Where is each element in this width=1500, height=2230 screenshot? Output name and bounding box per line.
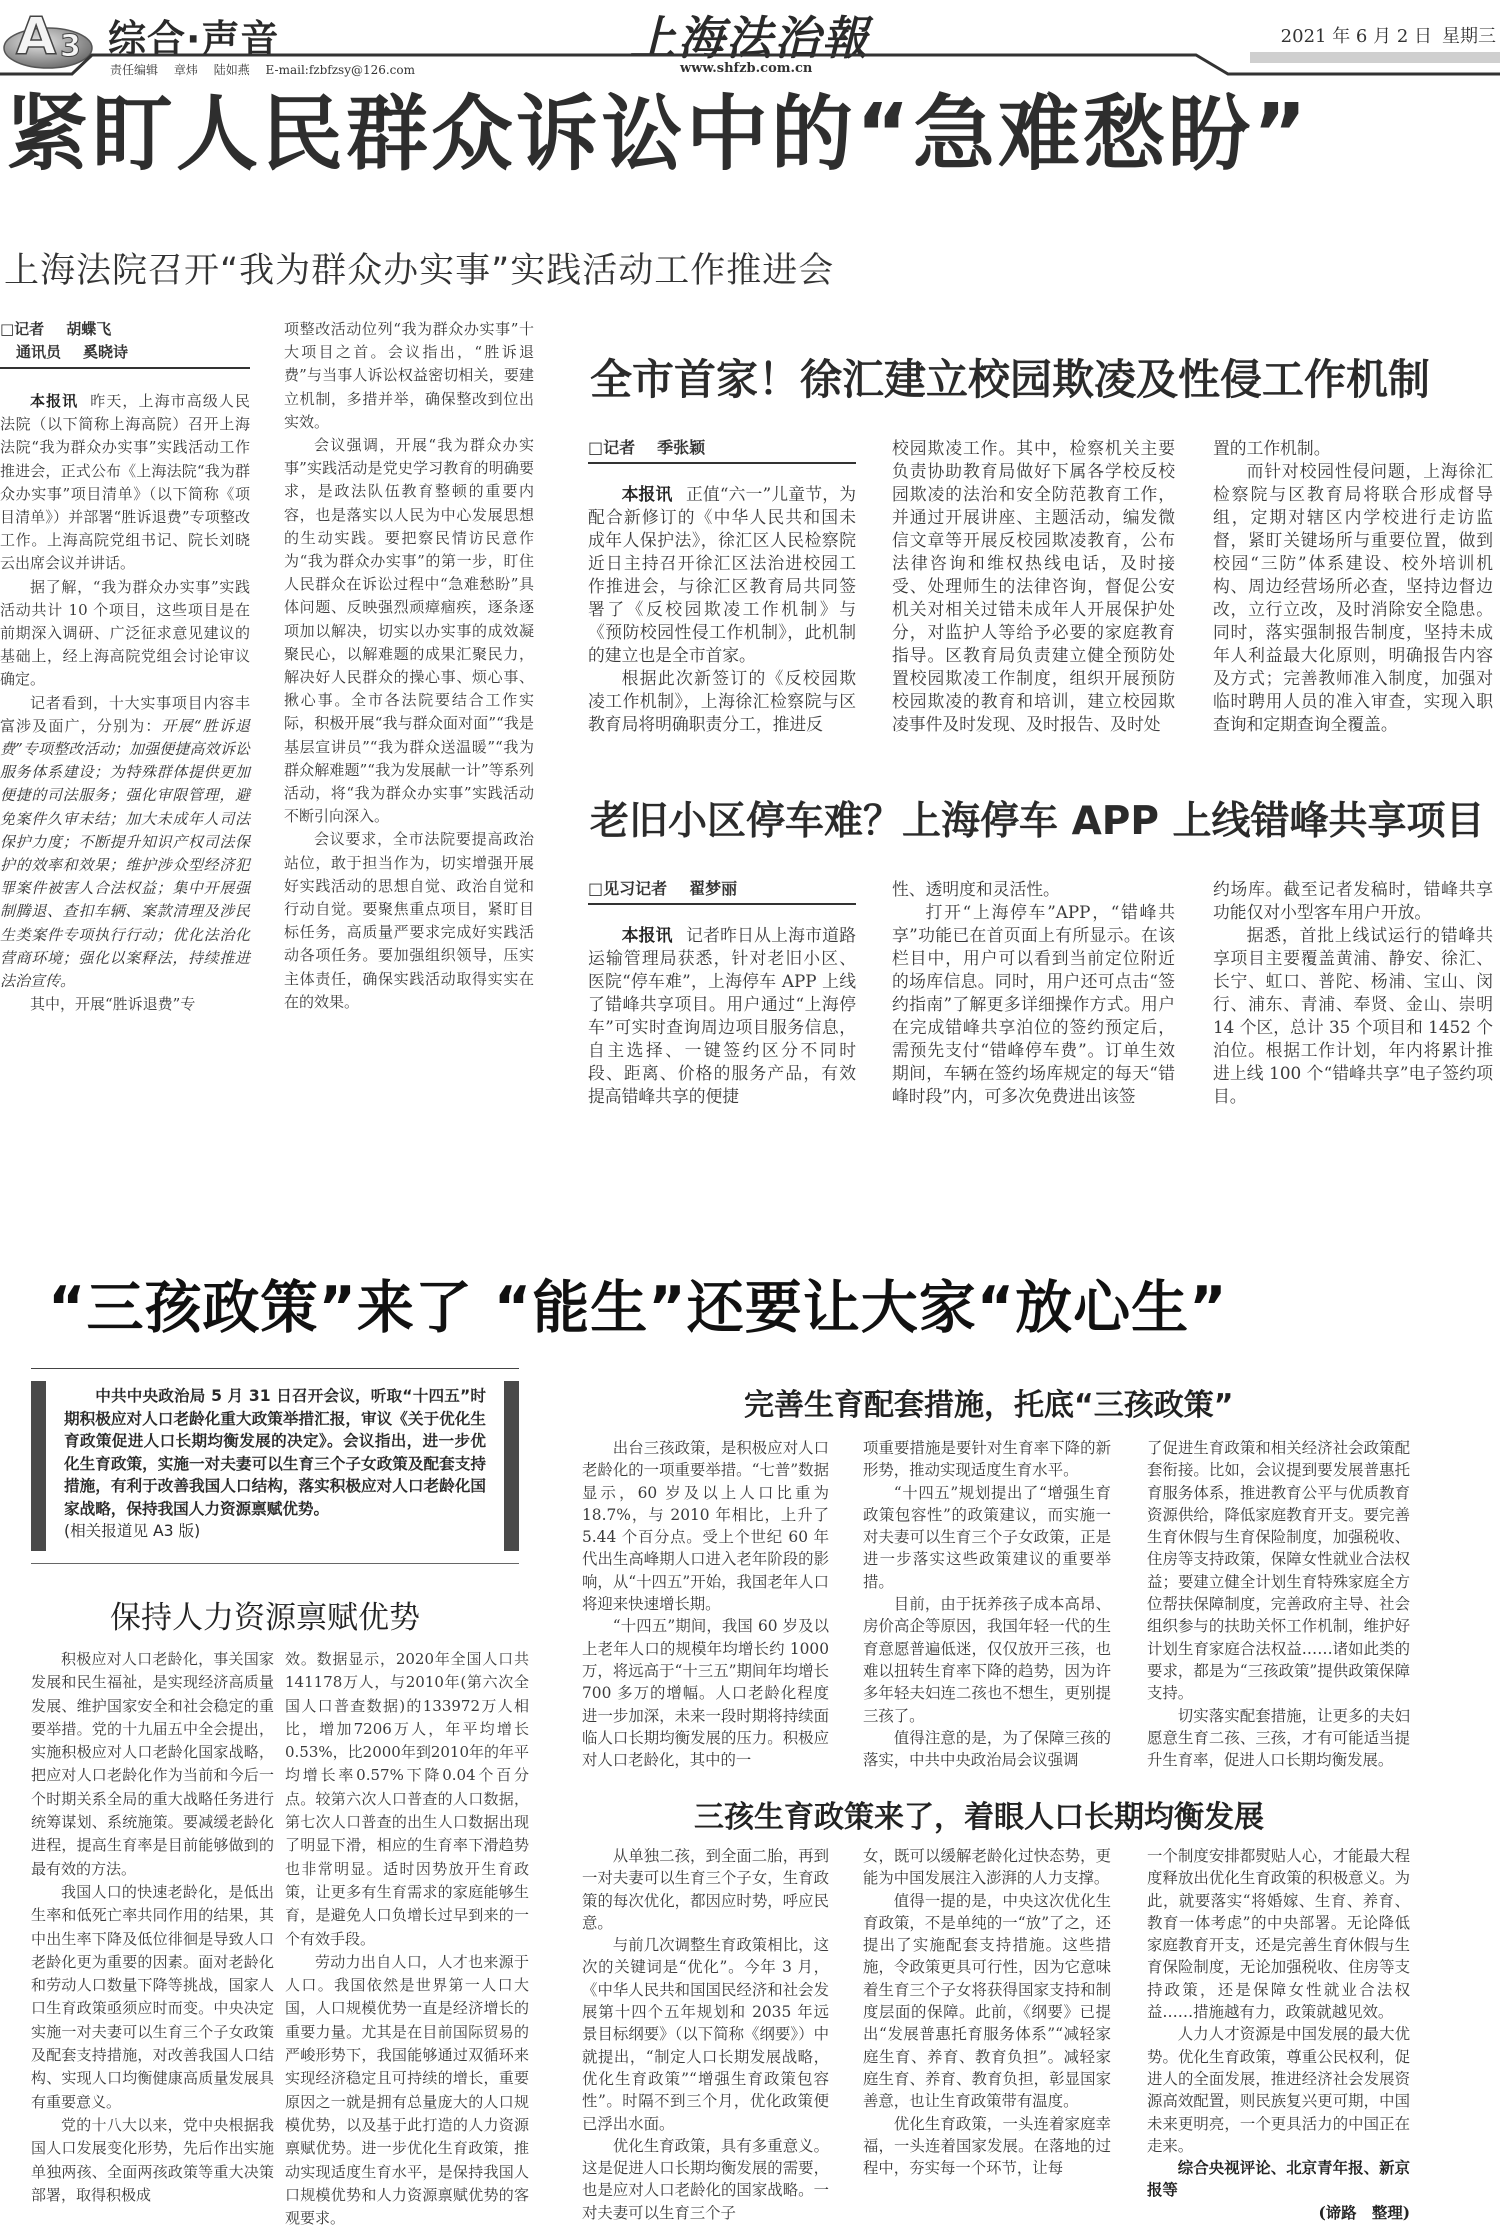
box-bar-right xyxy=(504,1381,519,1551)
paragraph-text: “十四五”规划提出了“增强生育政策包容性”的政策建议，而实施一对夫妻可以生育三个子女政策，正是进一步落实这些政策建议的重要举措。 xyxy=(863,1483,1111,1591)
summary-box xyxy=(31,1368,519,1564)
paragraph-text: 与前几次调整生育政策相比，这次的关键词是“优化”。今年 3 月，《中华人民共和国国民经济和社会发展第十四个五年规划和 2035 年远景目标纲要》（以下简称《纲要》）中就提出，“制定人口长期发展战略，优化生育政策”“增强生育政策包容性”。时隔不到三个月，优化政策便已浮出水面。 xyxy=(582,1936,829,2133)
article-column xyxy=(588,483,856,736)
paragraph xyxy=(892,901,1175,1108)
paragraph xyxy=(582,2135,829,2224)
paragraph xyxy=(1213,924,1493,1108)
paragraph-text: 会议强调，开展“我为群众办实事”实践活动是党史学习教育的明确要求，是政法队伍教育整顿的重要内容，也是落实以人民为中心发展思想的生动实践。要把察民情访民意作为“我为群众办实事”的第一步，盯住人民群众在诉讼过程中“急难愁盼”具体问题、反映强烈顽瘴痼疾，逐条逐项加以解决，切实以办实事的成效凝聚民心，以解难题的成果汇聚民力，解决好人民群众的操心事、烦心事、揪心事。全市各法院要结合工作实际，积极开展“我与群众面对面”“我是基层宣讲员”“我为群众送温暖”“我为群众解难题”“我为发展献一计”等系列活动，将“我为群众办实事”实践活动不断引向深入。 xyxy=(284,436,534,826)
article-column xyxy=(892,437,1175,736)
paragraph-text: 校园欺凌工作。其中，检察机关主要负责协助教育局做好下属各学校反校园欺凌的法治和安全防范教育工作，并通过开展讲座、主题活动，编发微信文章等开展反校园欺凌教育，公布法律咨询和维权热线电话，及时接受、处理师生的法律咨询，督促公安机关对相关过错未成年人开展保护处分，对监护人等给予必要的家庭教育指导。区教育局负责建立健全预防处置校园欺凌工作制度，组织开展预防校园欺凌的教育和培训，建立校园欺凌事件及时发现、及时报告、及时处 xyxy=(892,438,1175,734)
paragraph-text: 记者昨日从上海市道路运输管理局获悉，针对老旧小区、医院“停车难”，上海停车 APP 上线了错峰共享项目。用户通过“上海停车”可实时查询周边项目服务信息，自主选择、一键签约区分不同时段、距离、价格的服务产品，有效提高错峰共享的便捷 xyxy=(588,925,856,1106)
paragraph-text: 从单独二孩，到全面二胎，再到一对夫妻可以生育三个子女，生育政策的每次优化，都因应时势，呼应民意。 xyxy=(582,1847,829,1932)
article-column xyxy=(284,318,534,1014)
newspaper-masthead-logo: 上海法治報 xyxy=(630,11,870,65)
reporter-name: 胡蝶飞 xyxy=(66,320,112,338)
paragraph-text: 性、透明度和灵活性。 xyxy=(892,879,1060,899)
issue-date xyxy=(1271,22,1496,48)
paragraph-text: 党的十八大以来，党中央根据我国人口发展变化形势，先后作出实施单独两孩、全面两孩政策等重大决策部署，取得积极成 xyxy=(31,2115,274,2204)
paragraph-text: 值得一提的是，中央这次优化生育政策，不是单纯的一“放”了之，还提出了实施配套支持措施。这些措施，令政策更具可行性，因为它意味着生育三个子女将获得国家支持和制度层面的保障。此前，《纲要》已提出“发展普惠托育服务体系”“减轻家庭生育、养育、教育负担”。减轻家庭生育、养育、教育负担，彰显国家善意，也让生育政策带有温度。 xyxy=(863,1891,1111,2111)
paragraph xyxy=(285,1951,529,2230)
paragraph-text: 优化生育政策，具有多重意义。这是促进人口长期均衡发展的需要，也是应对人口老龄化的国家战略。一对夫妻可以生育三个子 xyxy=(582,2136,829,2222)
article-column xyxy=(863,1845,1111,2179)
article-headline: 完善生育配套措施，托底“三孩政策” xyxy=(744,1388,1234,1423)
summary-body: 中共中央政治局 5 月 31 日召开会议，听取“十四五”时期积极应对人口老龄化重大政策举措汇报，审议《关于优化生育政策促进人口长期均衡发展的决定》。会议指出，进一步优化生育政策，实施一对夫妻可以生育三个子女政策及配套支持措施，有利于改善我国人口结构，落实积极应对人口老龄化国家战略，保持我国人力资源禀赋优势。 xyxy=(64,1387,486,1518)
reporter-name: 季张颖 xyxy=(657,438,706,457)
article-headline: 三孩生育政策来了，着眼人口长期均衡发展 xyxy=(694,1800,1264,1835)
weekday-text: 星期三 xyxy=(1442,26,1496,47)
paragraph-text: 记者看到，十大实事项目内容丰富涉及面广，分别为： xyxy=(0,693,250,735)
paragraph xyxy=(863,1593,1111,1727)
paragraph xyxy=(892,437,1175,736)
paragraph xyxy=(31,1648,274,1881)
article-column xyxy=(863,1437,1111,1771)
summary-text xyxy=(64,1385,486,1543)
article-column xyxy=(582,1845,829,2224)
article-headline: 保持人力资源禀赋优势 xyxy=(110,1600,420,1636)
editor-name: 章炜 xyxy=(173,63,198,77)
related-report-link[interactable]: (相关报道见 A3 版) xyxy=(64,1522,201,1540)
article-column xyxy=(285,1648,529,2230)
editor-email: E-mail:fzbfzsy@126.com xyxy=(265,63,416,77)
paragraph xyxy=(582,1615,829,1771)
paragraph-text: 打开“上海停车”APP，“错峰共享”功能已在首页面上有所显示。在该栏目中，用户可以看到当前定位附近的场库信息。同时，用户还可点击“签约指南”了解更多详细操作方式。用户在完成错峰共享泊位的签约预定后，需预先支付“错峰停车费”。订单生效期间，车辆在签约场库规定的每天“错峰时段”内，可多次免费进出该签 xyxy=(892,902,1175,1106)
main-subtitle: 上海法院召开“我为群众办实事”实践活动工作推进会 xyxy=(4,251,835,291)
paragraph xyxy=(588,667,856,736)
editor-label: 责任编辑 xyxy=(110,63,159,77)
feature-headline: “三孩政策”来了 “能生”还要让大家“放心生” xyxy=(48,1275,1228,1341)
paragraph xyxy=(284,434,534,828)
article-column xyxy=(31,1648,274,2207)
main-headline: 紧盯人民群众诉讼中的“急难愁盼” xyxy=(6,87,1310,182)
paragraph xyxy=(1147,1845,1410,2023)
dateline: 本报讯 xyxy=(621,484,673,504)
article-column xyxy=(582,1437,829,1771)
paragraph-text: 优化生育政策，一头连着家庭幸福，一头连着国家发展。在落地的过程中，夯实每一个环节，让每 xyxy=(863,2114,1111,2178)
paragraph xyxy=(284,318,534,434)
paragraph-text: 效。数据显示，2020年全国人口共141178万人，与2010年(第六次全国人口普查数据)的133972万人相比，增加7206万人，年平均增长0.53%，比2000年到2010年的年平均增长率0.57%下降0.04个百分点。较第六次人口普查的人口数据，第七次人口普查的出生人口数据出现了明显下滑，相应的生育率下滑趋势也非常明显。适时因势放开生育政策，让更多有生育需求的家庭能够生育，是避免人口负增长过早到来的一个有效手段。 xyxy=(285,1650,529,1948)
paragraph-text: 据悉，首批上线试运行的错峰共享项目主要覆盖黄浦、静安、徐汇、长宁、虹口、普陀、杨浦、宝山、闵行、浦东、青浦、奉贤、金山、崇明 14 个区，总计 35 个项目和 1452 个泊位。根据工作计划，年内将累计推进上线 100 个“错峰共享”电子签约项目。 xyxy=(1213,925,1493,1106)
reporter-label: □记者 xyxy=(0,320,45,338)
paragraph xyxy=(588,924,856,1108)
emphasized-text: 开展“胜诉退费”专项整改活动；加强便捷高效诉讼服务体系建设；为特殊群体提供更加便捷的司法服务；强化审限管理，避免案件久审未结；加大未成年人司法保护力度；不断提升知识产权司法保护的效率和效果；维护涉众型经济犯罪案件被害人合法权益；集中开展强制腾退、查扣车辆、案款清理及涉民生类案件专项执行行动；优化法治化营商环境；强化以案释法，持续推进法治宣传。 xyxy=(0,716,250,991)
reporter-label: □记者 xyxy=(588,438,636,457)
article-headline: 老旧小区停车难？上海停车 APP 上线错峰共享项目 xyxy=(590,799,1485,844)
paragraph xyxy=(284,828,534,1014)
paragraph xyxy=(863,1845,1111,1890)
paragraph xyxy=(31,2114,274,2207)
paragraph xyxy=(0,576,250,692)
paragraph xyxy=(1147,1437,1410,1705)
article-column xyxy=(1147,1845,1410,2224)
editor-credit: (谛路 整理) xyxy=(1318,2203,1410,2222)
paragraph xyxy=(1213,437,1493,460)
article-column xyxy=(1147,1437,1410,1771)
paragraph-text: 一个制度安排都熨贴人心，才能最大程度释放出优化生育政策的积极意义。为此，就要落实“将婚嫁、生育、养育、教育一体考虑”的中央部署。无论降低家庭教育开支，还是完善生育休假与生育保险制度，无论加强税收、住房等支持政策，还是保障女性就业合法权益……措施越有力，政策就越见效。 xyxy=(1147,1847,1410,2022)
paragraph-text: 据了解，“我为群众办实事”实践活动共计 10 个项目，这些项目是在前期深入调研、广泛征求意见建议的基础上，经上海高院党组会讨论审议确定。 xyxy=(0,577,250,689)
article-column xyxy=(1213,437,1493,736)
paragraph xyxy=(863,1482,1111,1593)
paragraph xyxy=(863,1727,1111,1772)
paragraph-text: 积极应对人口老龄化，事关国家发展和民生福祉，是实现经济高质量发展、维护国家安全和社会稳定的重要举措。党的十九届五中全会提出，实施积极应对人口老龄化国家战略，把应对人口老龄化作为当前和今后一个时期关系全局的重大战略任务进行统筹谋划、系统施策。要减缓老龄化进程，提高生育率是目前能够做到的最有效的方法。 xyxy=(31,1650,274,1878)
paragraph-text: 其中，开展“胜诉退费”专 xyxy=(30,995,196,1014)
section-title: 综合·声音 xyxy=(108,17,280,61)
paragraph xyxy=(1213,878,1493,924)
paragraph xyxy=(892,878,1175,901)
paragraph xyxy=(1147,1705,1410,1772)
reporter-label: □见习记者 xyxy=(588,879,668,898)
paragraph-text: 约场库。截至记者发稿时，错峰共享功能仅对小型客车用户开放。 xyxy=(1213,879,1493,922)
paragraph xyxy=(863,1437,1111,1482)
article-column xyxy=(1213,878,1493,1108)
paragraph-text: 根据此次新签订的《反校园欺凌工作机制》，上海徐汇检察院与区教育局将明确职责分工，推进反 xyxy=(588,668,856,734)
paragraph xyxy=(1147,2023,1410,2157)
paragraph-text: 目前，由于抚养孩子成本高昂、房价高企等原因，我国年轻一代的生育意愿普遍低迷，仅仅放开三孩，也难以扭转生育率下降的趋势，因为许多年轻夫妇连二孩也不想生，更别提三孩了。 xyxy=(863,1595,1111,1725)
paragraph xyxy=(863,1890,1111,2113)
paragraph xyxy=(1213,460,1493,736)
paragraph-text: 女，既可以缓解老龄化过快态势，更能为中国发展注入澎湃的人力支撑。 xyxy=(863,1847,1111,1888)
paragraph-text: 出台三孩政策，是积极应对人口老龄化的一项重要举措。“七普”数据显示，60 岁及以上人口比重为 18.7%，与 2010 年相比，上升了 5.44 个百分点。受上个世纪 60 年代出生高峰期人口进入老年阶段的影响，从“十四五”开始，我国老年人口将迎来快速增长期。 xyxy=(582,1439,829,1614)
article-column xyxy=(588,924,856,1108)
paragraph xyxy=(0,692,250,994)
dateline: 本报讯 xyxy=(621,925,673,945)
paragraph xyxy=(582,1934,829,2135)
page-letter: A xyxy=(16,7,57,67)
paragraph-text: “十四五”期间，我国 60 岁及以上老年人口的规模年均增长约 1000 万，将远高于“十三五”期间年均增长 700 多万的增幅。人口老龄化程度进一步加深，未来一段时期将持续面临人口长期均衡发展的压力。积极应对人口老龄化，其中的一 xyxy=(582,1617,829,1770)
paragraph-text: 项整改活动位列“我为群众办实事”十大项目之首。会议指出，“胜诉退费”与当事人诉讼权益密切相关，要建立机制，多措并举，确保整改到位出实效。 xyxy=(284,320,534,431)
correspondent-label: 通讯员 xyxy=(16,343,62,361)
article-headline: 全市首家！徐汇建立校园欺凌及性侵工作机制 xyxy=(590,355,1431,404)
correspondent-name: 奚晓诗 xyxy=(83,343,129,361)
paragraph-text: 会议要求，全市法院要提高政治站位，敢于担当作为，切实增强开展好实践活动的思想自觉、政治自觉和行动自觉。要聚焦重点项目，紧盯目标任务，高质量严要求完成好实践活动各项任务。要加强组织领导，压实主体责任，确保实践活动取得实实在在的效果。 xyxy=(284,830,534,1011)
box-bar-left xyxy=(31,1381,46,1551)
site-url: www.shfzb.com.cn xyxy=(680,61,813,76)
paragraph-text: 昨天，上海市高级人民法院（以下简称上海高院）召开上海法院“我为群众办实事”实践活动工作推进会，正式公布《上海法院“我为群众办实事”项目清单》（以下简称《项目清单》）并部署“胜诉退费”专项整改工作。上海高院党组书记、院长刘晓云出席会议并讲话。 xyxy=(0,392,250,573)
paragraph-text: 人力人才资源是中国发展的最大优势。优化生育政策，尊重公民权利，促进人的全面发展，推进经济社会发展资源高效配置，则民族复兴更可期，中国未来更明亮，一个更具活力的中国正在走来。 xyxy=(1147,2025,1410,2155)
dateline: 本报讯 xyxy=(30,392,79,410)
paragraph-text: 切实落实配套措施，让更多的夫妇愿意生育二孩、三孩，才有可能适当提升生育率，促进人口长期均衡发展。 xyxy=(1147,1706,1410,1770)
article-column xyxy=(892,878,1175,1108)
source-credit: 综合央视评论、北京青年报、新京报等 xyxy=(1147,2159,1410,2200)
paragraph xyxy=(588,483,856,667)
article-column xyxy=(0,390,250,1016)
page-number: 3 xyxy=(60,29,81,64)
paragraph-text: 置的工作机制。 xyxy=(1213,438,1331,458)
paragraph xyxy=(582,1437,829,1615)
header-rule-divider xyxy=(0,50,1500,80)
paragraph xyxy=(0,993,250,1016)
paragraph-text: 正值“六一”儿童节，为配合新修订的《中华人民共和国未成年人保护法》，徐汇区人民检察院近日主持召开徐汇区法治进校园工作推进会，与徐汇区教育局共同签署了《反校园欺凌工作机制》与《预防校园性侵工作机制》，此机制的建立也是全市首家。 xyxy=(588,484,856,665)
paragraph-text: 项重要措施是要针对生育率下降的新形势，推动实现适度生育水平。 xyxy=(863,1439,1111,1480)
paragraph-text: 我国人口的快速老龄化，是低出生率和低死亡率共同作用的结果，其中出生率下降及低位徘徊是导致人口老龄化更为重要的因素。面对老龄化和劳动人口数量下降等挑战，国家人口生育政策亟须应时而变。中央决定实施一对夫妻可以生育三个子女政策及配套支持措施，对改善我国人口结构、实现人口均衡健康高质量发展具有重要意义。 xyxy=(31,1882,274,2111)
paragraph xyxy=(285,1648,529,1951)
paragraph-text: 劳动力出自人口，人才也来源于人口。我国依然是世界第一人口大国，人口规模优势一直是经济增长的重要力量。尤其是在目前国际贸易的严峻形势下，我国能够通过双循环来实现经济稳定且可持续的增长，重要原因之一就是拥有总量庞大的人口规模优势，以及基于此打造的人力资源禀赋优势。进一步优化生育政策，推动实现适度生育水平，是保持我国人口规模优势和人力资源禀赋优势的客观要求。 xyxy=(285,1952,529,2228)
paragraph-text: 值得注意的是，为了保障三孩的落实，中共中央政治局会议强调 xyxy=(863,1728,1111,1770)
reporter-name: 翟梦丽 xyxy=(689,879,738,898)
paragraph-text: 而针对校园性侵问题，上海徐汇检察院与区教育局将联合形成督导组，定期对辖区内学校进行走访监督，紧盯关键场所与重要位置，做到校园“三防”体系建设、校外培训机构、周边经营场所必查，坚持边督边改，立行立改，及时消除安全隐患。同时，落实强制报告制度，坚持未成年人利益最大化原则，明确报告内容及方式；完善教师准入制度，加强对临时聘用人员的准入审查，实现入职查询和定期查询全覆盖。 xyxy=(1213,461,1493,734)
byline xyxy=(588,877,856,905)
byline xyxy=(0,318,250,369)
paragraph-text: 了促进生育政策和相关经济社会政策配套衔接。比如，会议提到要发展普惠托育服务体系，推进教育公平与优质教育资源供给，降低家庭教育开支。要完善生育休假与生育保险制度，加强税收、住房等支持政策，保障女性就业合法权益；要建立健全计划生育特殊家庭全方位帮扶保障制度，完善政府主导、社会组织参与的扶助关怀工作机制，维护好计划生育家庭合法权益……诸如此类的要求，都是为“三孩政策”提供政策保障支持。 xyxy=(1147,1439,1410,1703)
paragraph xyxy=(863,2113,1111,2180)
paragraph xyxy=(582,1845,829,1934)
editor-name: 陆如燕 xyxy=(213,63,250,77)
date-text: 2021 年 6 月 2 日 xyxy=(1280,26,1432,47)
paragraph xyxy=(0,390,250,576)
paragraph xyxy=(31,1881,274,2114)
byline xyxy=(588,436,856,464)
